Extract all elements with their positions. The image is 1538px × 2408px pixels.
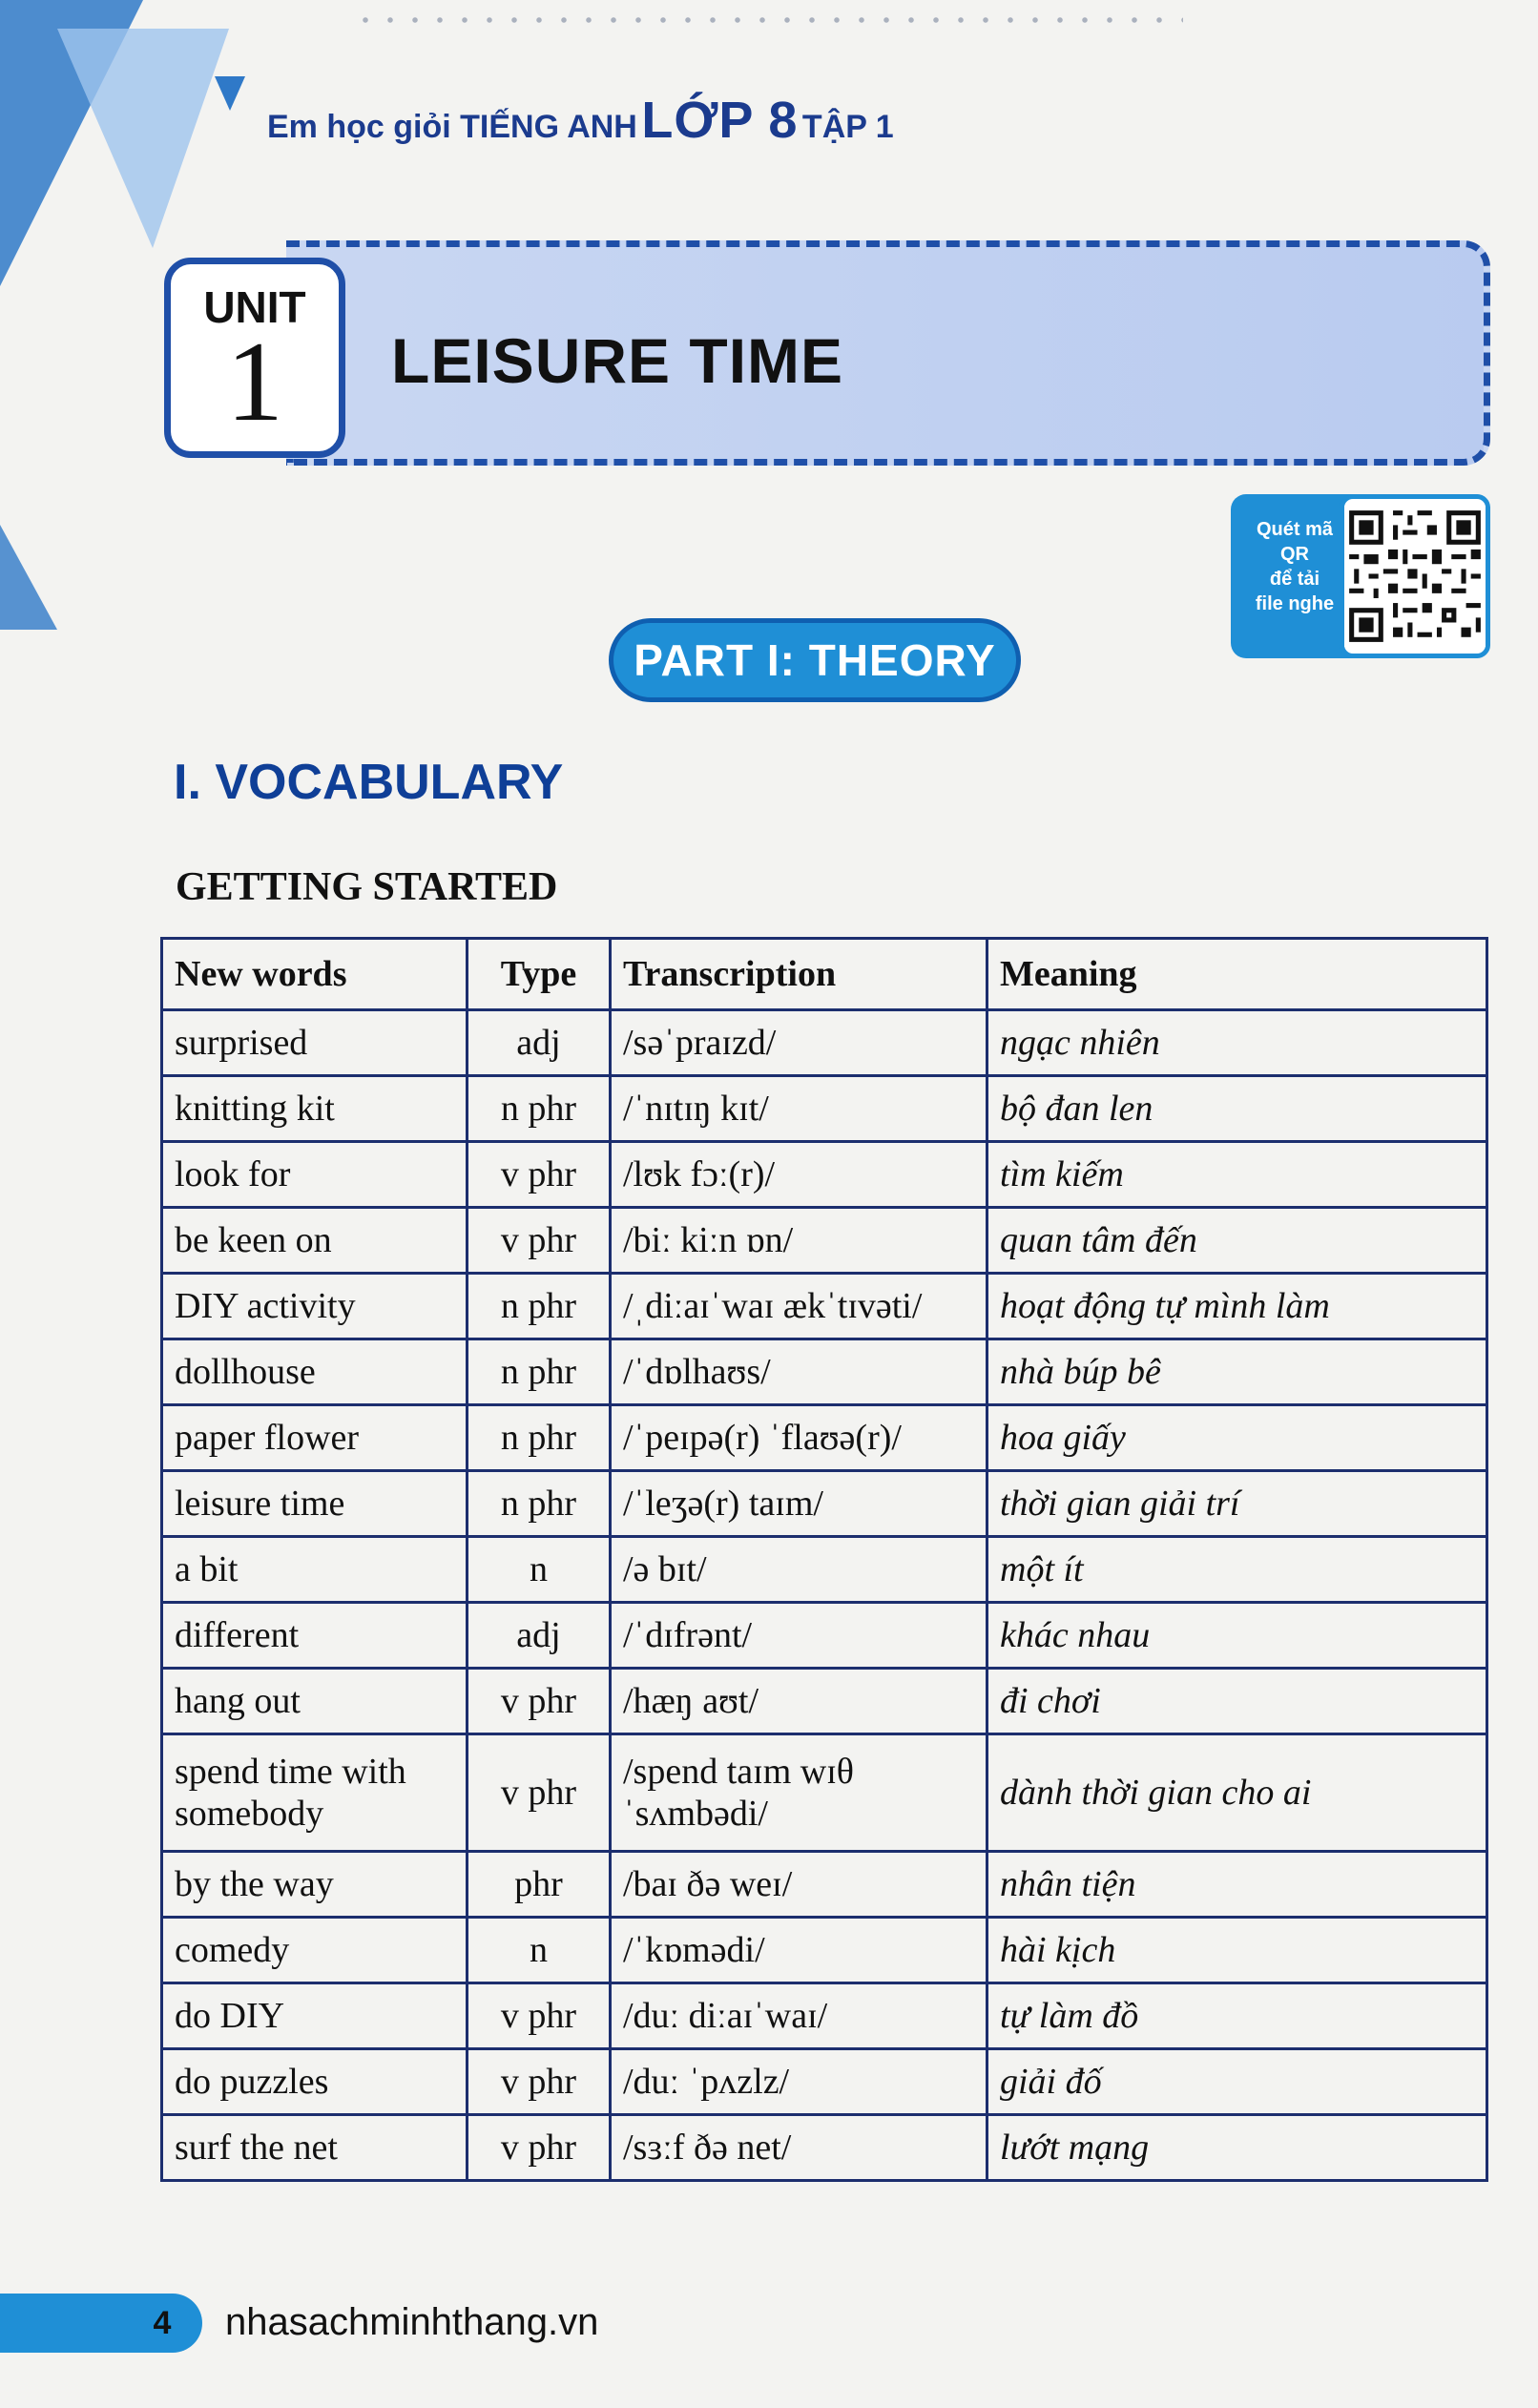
table-row: [162, 1852, 1487, 1918]
qr-card[interactable]: [1231, 494, 1490, 658]
table-row: [162, 1537, 1487, 1603]
cell-type: v phr: [468, 1983, 611, 2049]
decor-triangle-top-light: [57, 29, 229, 248]
decor-dot-row: [353, 8, 1183, 36]
cell-meaning: nhà búp bê: [987, 1339, 1487, 1405]
cell-word: by the way: [162, 1852, 468, 1918]
part-heading: PART I: THEORY: [609, 618, 1021, 702]
cell-transcription: /ˈpeɪpə(r) ˈflaʊə(r)/: [611, 1405, 987, 1471]
cell-type: adj: [468, 1010, 611, 1076]
table-row: [162, 1076, 1487, 1142]
header-prefix: Em học giỏi TIẾNG ANH: [267, 109, 637, 145]
table-row: [162, 1142, 1487, 1208]
cell-transcription: /ˈkɒmədi/: [611, 1918, 987, 1983]
table-row: [162, 1339, 1487, 1405]
qr-caption-line: QR: [1280, 544, 1309, 565]
qr-caption: [1237, 517, 1353, 616]
cell-type: v phr: [468, 1208, 611, 1274]
cell-meaning: quan tâm đến: [987, 1208, 1487, 1274]
unit-number: 1: [226, 318, 283, 445]
header-meaning: Meaning: [987, 939, 1487, 1010]
cell-type: adj: [468, 1603, 611, 1669]
cell-type: n: [468, 1537, 611, 1603]
cell-word: be keen on: [162, 1208, 468, 1274]
cell-word: hang out: [162, 1669, 468, 1734]
table-row: [162, 1010, 1487, 1076]
cell-meaning: hoa giấy: [987, 1405, 1487, 1471]
table-row: [162, 1669, 1487, 1734]
cell-word: do puzzles: [162, 2049, 468, 2115]
table-row: [162, 1471, 1487, 1537]
cell-type: n: [468, 1918, 611, 1983]
table-row: [162, 1918, 1487, 1983]
table-row: [162, 2115, 1487, 2181]
cell-type: n phr: [468, 1405, 611, 1471]
table-row: [162, 1274, 1487, 1339]
cell-meaning: hài kịch: [987, 1918, 1487, 1983]
section-subtitle: GETTING STARTED: [176, 865, 558, 909]
table-row: [162, 1734, 1487, 1852]
cell-type: v phr: [468, 1669, 611, 1734]
table-row: [162, 1405, 1487, 1471]
publisher-website[interactable]: nhasachminhthang.vn: [225, 2301, 599, 2343]
cell-meaning: ngạc nhiên: [987, 1010, 1487, 1076]
cell-type: v phr: [468, 1734, 611, 1852]
cell-word: comedy: [162, 1918, 468, 1983]
header-grade: LỚP 8: [641, 92, 799, 149]
cell-word: surf the net: [162, 2115, 468, 2181]
cell-word: dollhouse: [162, 1339, 468, 1405]
cell-word: paper flower: [162, 1405, 468, 1471]
qr-code-icon[interactable]: [1340, 494, 1490, 658]
cell-meaning: giải đố: [987, 2049, 1487, 2115]
unit-label: UNIT: [203, 282, 306, 332]
cell-meaning: khác nhau: [987, 1603, 1487, 1669]
cell-type: v phr: [468, 1142, 611, 1208]
cell-transcription: /spend taɪm wɪθ ˈsʌmbədi/: [611, 1734, 987, 1852]
cell-word: spend time with somebody: [162, 1734, 468, 1852]
cell-type: n phr: [468, 1076, 611, 1142]
table-row: [162, 1983, 1487, 2049]
cell-word: look for: [162, 1142, 468, 1208]
cell-type: v phr: [468, 2115, 611, 2181]
cell-word: different: [162, 1603, 468, 1669]
cell-transcription: /lʊk fɔː(r)/: [611, 1142, 987, 1208]
page-number: 4: [153, 2305, 172, 2341]
cell-meaning: lướt mạng: [987, 2115, 1487, 2181]
cell-meaning: một ít: [987, 1537, 1487, 1603]
table-row: [162, 2049, 1487, 2115]
cell-meaning: hoạt động tự mình làm: [987, 1274, 1487, 1339]
cell-word: do DIY: [162, 1983, 468, 2049]
qr-code-graphic: [1344, 499, 1486, 654]
unit-title: LEISURE TIME: [391, 325, 844, 396]
unit-badge: [164, 258, 345, 458]
cell-meaning: thời gian giải trí: [987, 1471, 1487, 1537]
section-title: I. VOCABULARY: [174, 755, 564, 810]
cell-transcription: /ə bɪt/: [611, 1537, 987, 1603]
cell-type: n phr: [468, 1274, 611, 1339]
cell-meaning: nhân tiện: [987, 1852, 1487, 1918]
cell-word: a bit: [162, 1537, 468, 1603]
header-type: Type: [468, 939, 611, 1010]
decor-triangle-mid: [0, 525, 57, 630]
cell-transcription: /sɜːf ðə net/: [611, 2115, 987, 2181]
cell-word: leisure time: [162, 1471, 468, 1537]
cell-transcription: /ˈnɪtɪŋ kɪt/: [611, 1076, 987, 1142]
cell-transcription: /ˈleʒə(r) taɪm/: [611, 1471, 987, 1537]
book-header: [267, 91, 894, 150]
cell-transcription: /baɪ ðə weɪ/: [611, 1852, 987, 1918]
cell-type: v phr: [468, 2049, 611, 2115]
qr-caption-line: Quét mã: [1256, 519, 1334, 540]
cell-transcription: /duː ˈpʌzlz/: [611, 2049, 987, 2115]
cell-word: surprised: [162, 1010, 468, 1076]
decor-arrow-small: [215, 76, 245, 111]
header-transcription: Transcription: [611, 939, 987, 1010]
cell-meaning: tự làm đồ: [987, 1983, 1487, 2049]
cell-transcription: /səˈpraɪzd/: [611, 1010, 987, 1076]
qr-caption-line: để tải: [1269, 569, 1320, 590]
cell-word: knitting kit: [162, 1076, 468, 1142]
cell-transcription: /ˌdiːaɪˈwaɪ ækˈtɪvəti/: [611, 1274, 987, 1339]
cell-type: n phr: [468, 1339, 611, 1405]
cell-transcription: /hæŋ aʊt/: [611, 1669, 987, 1734]
header-new-words: New words: [162, 939, 468, 1010]
cell-transcription: /duː diːaɪˈwaɪ/: [611, 1983, 987, 2049]
vocabulary-table: [160, 937, 1488, 2182]
cell-meaning: tìm kiếm: [987, 1142, 1487, 1208]
cell-word: DIY activity: [162, 1274, 468, 1339]
cell-meaning: đi chơi: [987, 1669, 1487, 1734]
cell-type: n phr: [468, 1471, 611, 1537]
cell-meaning: dành thời gian cho ai: [987, 1734, 1487, 1852]
cell-transcription: /ˈdɪfrənt/: [611, 1603, 987, 1669]
cell-transcription: /biː kiːn ɒn/: [611, 1208, 987, 1274]
cell-transcription: /ˈdɒlhaʊs/: [611, 1339, 987, 1405]
table-row: [162, 1603, 1487, 1669]
qr-caption-line: file nghe: [1255, 593, 1335, 614]
cell-meaning: bộ đan len: [987, 1076, 1487, 1142]
header-volume: TẬP 1: [801, 109, 894, 145]
cell-type: phr: [468, 1852, 611, 1918]
table-row: [162, 1208, 1487, 1274]
table-header-row: [162, 939, 1487, 1010]
